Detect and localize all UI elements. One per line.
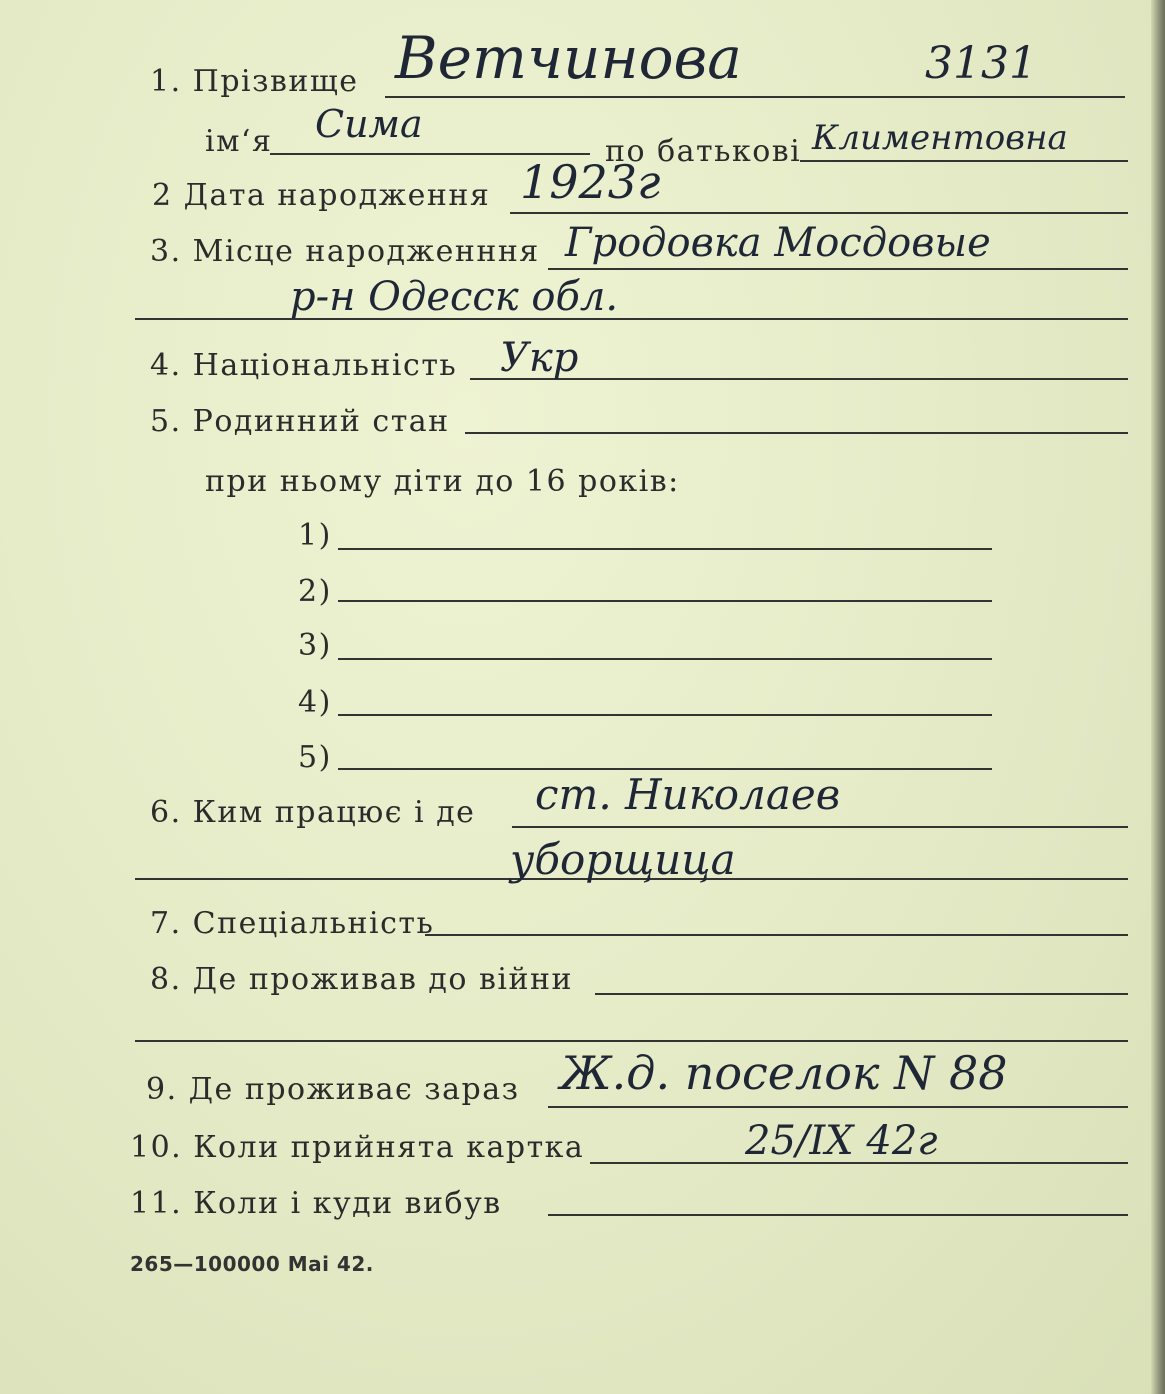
- nationality-handwriting: Укр: [500, 335, 579, 381]
- field-departure-label: 11. Коли і куди вибув: [130, 1186, 502, 1221]
- field-current-residence-label: 9. Де проживає зараз: [146, 1072, 520, 1107]
- child-1-line: [338, 548, 992, 550]
- surname-handwriting: Ветчинова: [395, 24, 742, 92]
- child-2-label: 2): [298, 574, 332, 609]
- child-1-label: 1): [298, 518, 332, 553]
- birthdate-handwriting: 1923г: [520, 155, 661, 209]
- field-birthdate-line: [510, 212, 1128, 214]
- child-2-line: [338, 600, 992, 602]
- field-nationality-label: 4. Національність: [150, 348, 458, 383]
- field-birthplace-line1: [548, 268, 1128, 270]
- card-edge-shadow: [1151, 0, 1165, 1394]
- field-birthplace-line2: [135, 318, 1128, 320]
- card-number-handwriting: 3131: [925, 38, 1037, 89]
- patronymic-handwriting: Климентовна: [812, 118, 1068, 158]
- field-name-label: ім‘я: [205, 124, 273, 159]
- field-card-date-label: 10. Коли прийнята картка: [130, 1130, 585, 1165]
- current-residence-handwriting: Ж.д. поселок N 88: [560, 1046, 1008, 1100]
- child-4-line: [338, 714, 992, 716]
- field-children-label: при ньому діти до 16 років:: [205, 464, 680, 499]
- field-specialty-line: [425, 934, 1128, 936]
- field-departure-line: [548, 1214, 1128, 1216]
- field-work-label: 6. Ким працює і де: [150, 795, 476, 830]
- birthplace-line2-handwriting: р-н Одесск обл.: [290, 274, 619, 320]
- field-prewar-residence-line2: [135, 1040, 1128, 1042]
- field-marital-label: 5. Родинний стан: [150, 404, 450, 439]
- child-4-label: 4): [298, 685, 332, 720]
- field-patronymic-label: по батькові: [605, 134, 802, 169]
- child-3-line: [338, 658, 992, 660]
- field-prewar-residence-line1: [595, 993, 1128, 995]
- child-3-label: 3): [298, 628, 332, 663]
- field-prewar-residence-label: 8. Де проживав до війни: [150, 962, 573, 997]
- birthplace-line1-handwriting: Гродовка Мосдовые: [565, 220, 991, 266]
- card-date-handwriting: 25/IX 42г: [745, 1118, 938, 1164]
- child-5-label: 5): [298, 740, 332, 775]
- work-line1-handwriting: ст. Николаев: [535, 770, 841, 819]
- field-work-line1: [512, 826, 1128, 828]
- field-surname-label: 1. Прізвище: [150, 64, 359, 99]
- field-birthplace-label: 3. Місце народженння: [150, 234, 540, 269]
- field-current-residence-line: [548, 1106, 1128, 1108]
- field-marital-line: [465, 432, 1128, 434]
- name-handwriting: Сима: [315, 102, 423, 146]
- field-patronymic-line: [800, 160, 1128, 162]
- print-code: 265—100000 Mai 42.: [130, 1252, 374, 1276]
- field-specialty-label: 7. Спеціальність: [150, 906, 435, 941]
- work-line2-handwriting: уборщица: [510, 835, 736, 884]
- field-surname-line: [385, 96, 1125, 98]
- field-birthdate-label: 2 Дата народження: [152, 178, 491, 213]
